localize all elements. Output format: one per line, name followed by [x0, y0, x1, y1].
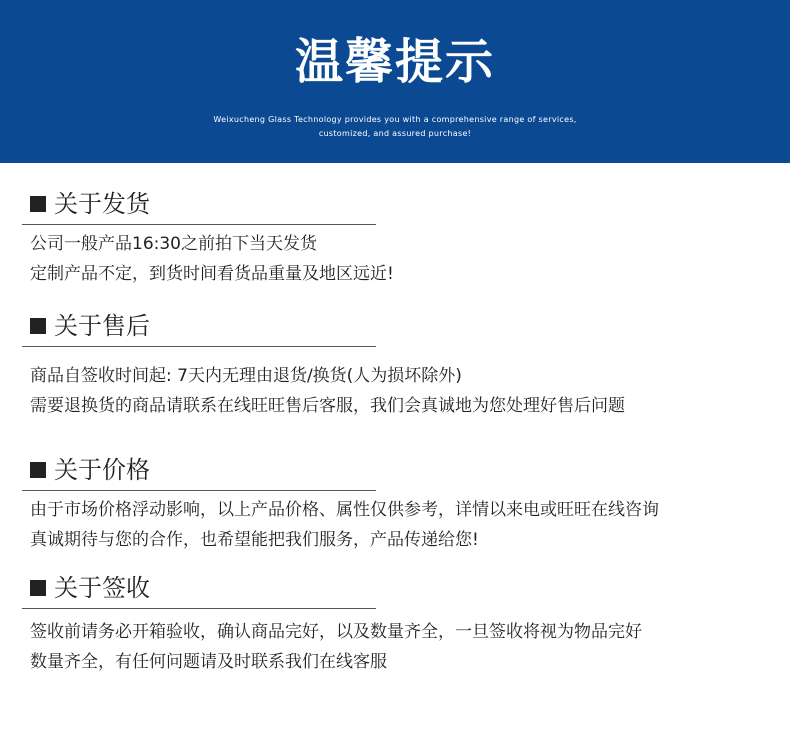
- banner-subtitle-line: customized, and assured purchase!: [318, 129, 472, 138]
- section-heading: [22, 306, 376, 347]
- banner-subtitle-line: Weixucheng Glass Technology provides you with a comprehensive range of services,: [213, 115, 577, 124]
- section-body: [30, 609, 790, 677]
- section-title: 关于发货: [54, 190, 150, 218]
- section-text: 签收前请务必开箱验收，确认商品完好，以及数量齐全，一旦签收将视为物品完好: [30, 622, 642, 642]
- banner-subtitle: [0, 113, 790, 141]
- section-heading: [22, 184, 376, 225]
- square-bullet-icon: [30, 196, 46, 212]
- page-title: 温馨提示: [294, 34, 495, 90]
- section-after-sales: [30, 306, 790, 421]
- section-body: [30, 225, 790, 289]
- square-bullet-icon: [30, 580, 46, 596]
- section-text: 数量齐全，有任何问题请及时联系我们在线客服: [30, 652, 387, 672]
- section-body: [30, 347, 790, 421]
- section-text: 真诚期待与您的合作，也希望能把我们服务，产品传递给您!: [30, 530, 479, 550]
- section-text: 商品自签收时间起: 7天内无理由退货/换货(人为损坏除外): [30, 366, 462, 386]
- section-receipt: [30, 568, 790, 677]
- section-heading: [22, 568, 376, 609]
- section-text: 公司一般产品16:30之前拍下当天发货: [30, 234, 317, 254]
- section-text: 需要退换货的商品请联系在线旺旺售后客服，我们会真诚地为您处理好售后问题: [30, 396, 625, 416]
- section-shipping: [30, 184, 790, 289]
- section-title: 关于签收: [54, 574, 150, 602]
- section-text: 定制产品不定，到货时间看货品重量及地区远近!: [30, 264, 394, 284]
- section-body: [30, 491, 790, 555]
- section-text: 由于市场价格浮动影响，以上产品价格、属性仅供参考，详情以来电或旺旺在线咨询: [30, 500, 659, 520]
- section-title: 关于售后: [54, 312, 150, 340]
- square-bullet-icon: [30, 462, 46, 478]
- section-title: 关于价格: [54, 456, 150, 484]
- header-banner: [0, 0, 790, 163]
- square-bullet-icon: [30, 318, 46, 334]
- section-price: [30, 450, 790, 555]
- section-heading: [22, 450, 376, 491]
